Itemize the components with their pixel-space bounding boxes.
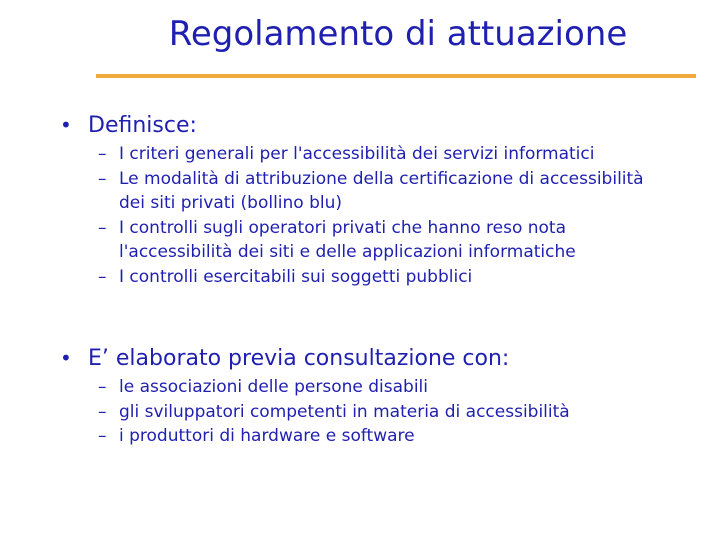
dash-icon: –: [98, 377, 107, 397]
list-item-text: gli sviluppatori competenti in materia di accessibilità: [119, 401, 570, 422]
list-item-text: I controlli sugli operatori privati che hanno reso nota l'accessibilità dei siti e delle applicazioni informatiche: [119, 217, 576, 262]
dash-icon: –: [98, 401, 107, 422]
bullet-icon: •: [60, 346, 72, 370]
list-item: [98, 375, 698, 400]
list-item-text: i produttori di hardware e software: [119, 426, 415, 446]
list-item-text: I controlli esercitabili sui soggetti pubblici: [119, 266, 473, 287]
list-item: [98, 216, 668, 265]
list-item: [98, 167, 668, 216]
list-item-text: Le modalità di attribuzione della certificazione di accessibilità dei siti privati (bollino blu): [119, 168, 644, 213]
section-heading-label: E’ elaborato previa consultazione con:: [88, 346, 510, 371]
dash-icon: –: [98, 168, 107, 189]
list-item: [98, 400, 698, 425]
section-heading-definisce: [60, 111, 197, 140]
list-item: [98, 142, 668, 167]
slide-title: Regolamento di attuazione: [168, 14, 628, 54]
dash-icon: –: [98, 426, 107, 446]
dash-icon: –: [98, 217, 107, 238]
bullet-icon: •: [60, 113, 72, 137]
list-item-text: le associazioni delle persone disabili: [119, 377, 428, 397]
dash-icon: –: [98, 144, 107, 164]
list-item: [98, 265, 668, 290]
list-item-text: I criteri generali per l'accessibilità dei servizi informatici: [119, 144, 595, 164]
definisce-list: [98, 142, 668, 289]
section-heading-consultazione: [60, 344, 509, 373]
section-heading-label: Definisce:: [88, 113, 197, 138]
list-item: [98, 424, 698, 449]
dash-icon: –: [98, 266, 107, 287]
consultazione-list: [98, 375, 698, 449]
